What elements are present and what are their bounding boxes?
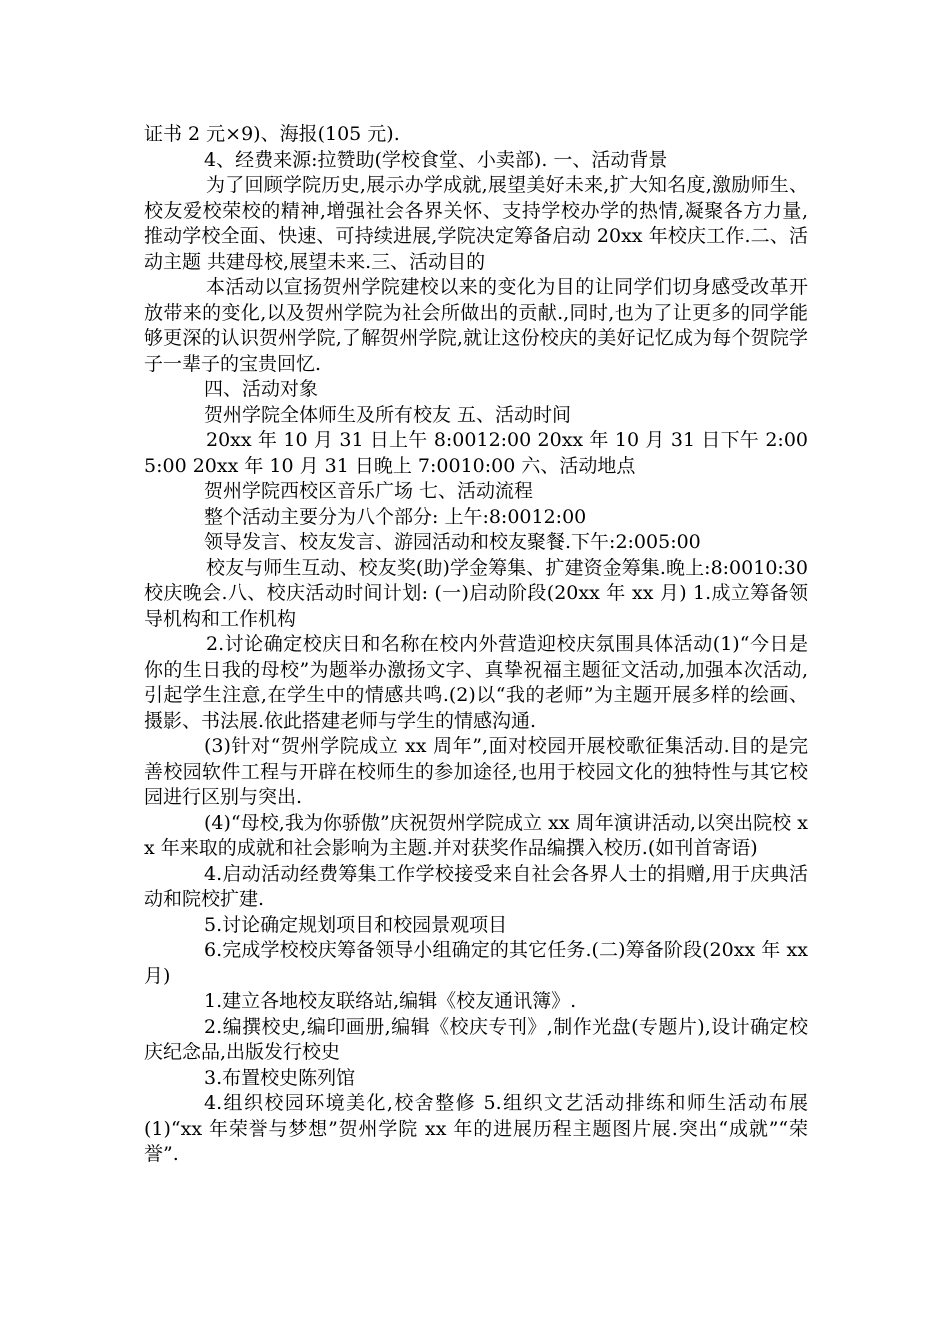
paragraph: (4)“母校,我为你骄傲”庆祝贺州学院成立 xx 周年演讲活动,以突出院校 xx 年来取的成就和社会影响为主题.并对获奖作品编撰入校历.(如刊首寄语) (144, 811, 808, 859)
paragraph: 2.讨论确定校庆日和名称在校内外营造迎校庆氛围具体活动(1)“今日是你的生日我的母校”为题举办激扬文字、真挚祝福主题征文活动,加强本次活动,引起学生注意,在学生中的情感共鸣.(2)以“我的老师”为主题开展多样的绘画、摄影、书法展.依此搭建老师与学生的情感沟通. (144, 633, 808, 732)
paragraph: 四、活动对象 (204, 378, 319, 400)
paragraph: 4.组织校园环境美化,校舍整修 5.组织文艺活动排练和师生活动布展 (1)“xx 年荣誉与梦想”贺州学院 xx 年的进展历程主题图片展.突出“成就”“荣誉”. (144, 1092, 808, 1165)
paragraph: 4.启动活动经费筹集工作学校接受来自社会各界人士的捐赠,用于庆典活动和院校扩建. (144, 862, 808, 910)
paragraph: 20xx 年 10 月 31 日上午 8:0012:00 20xx 年 10 月 31 日下午 2:005:00 20xx 年 10 月 31 日晚上 7:0010:00 六、活动地点 (144, 429, 808, 477)
paragraph: 1.建立各地校友联络站,编辑《校友通讯簿》. (204, 990, 577, 1012)
paragraph: 为了回顾学院历史,展示办学成就,展望美好未来,扩大知名度,激励师生、校友爱校荣校的精神,增强社会各界关怀、支持学校办学的热情,凝聚各方力量,推动学校全面、快速、可持续进展,学院决定筹备启动 20xx 年校庆工作.二、活动主题 共建母校,展望未来.三、活动目的 (144, 174, 808, 273)
paragraph: 贺州学院西校区音乐广场 七、活动流程 (204, 480, 534, 502)
paragraph: 整个活动主要分为八个部分: 上午:8:0012:00 (204, 505, 587, 528)
paragraph: 2.编撰校史,编印画册,编辑《校庆专刊》,制作光盘(专题片),设计确定校庆纪念品,出版发行校史 (144, 1015, 808, 1063)
paragraph: 贺州学院全体师生及所有校友 五、活动时间 (204, 403, 572, 426)
paragraph: 本活动以宣扬贺州学院建校以来的变化为目的让同学们切身感受改革开放带来的变化,以及贺州学院为社会所做出的贡献.,同时,也为了让更多的同学能够更深的认识贺州学院,了解贺州学院,就让这份校庆的美好记忆成为每个贺院学子一辈子的宝贵回忆. (144, 276, 808, 375)
paragraph: 领导发言、校友发言、游园活动和校友聚餐.下午:2:005:00 (204, 531, 701, 553)
document-body (144, 122, 808, 1168)
paragraph: 3.布置校史陈列馆 (204, 1066, 356, 1089)
paragraph: 5.讨论确定规划项目和校园景观项目 (204, 913, 508, 936)
paragraph: 证书 2 元×9)、海报(105 元). (144, 123, 400, 145)
paragraph: 4、经费来源:拉赞助(学校食堂、小卖部). 一、活动背景 (204, 148, 668, 171)
paragraph: 6.完成学校校庆筹备领导小组确定的其它任务.(二)筹备阶段(20xx 年 xx 月) (144, 939, 808, 987)
paragraph: 校友与师生互动、校友奖(助)学金筹集、扩建资金筹集.晚上:8:0010:30 校庆晚会.八、校庆活动时间计划: (一)启动阶段(20xx 年 xx 月) 1.成立筹备领导机构和工作机构 (144, 556, 808, 630)
paragraph: (3)针对“贺州学院成立 xx 周年”,面对校园开展校歌征集活动.目的是完善校园软件工程与开辟在校师生的参加途径,也用于校园文化的独特性与其它校园进行区别与突出. (144, 735, 808, 808)
